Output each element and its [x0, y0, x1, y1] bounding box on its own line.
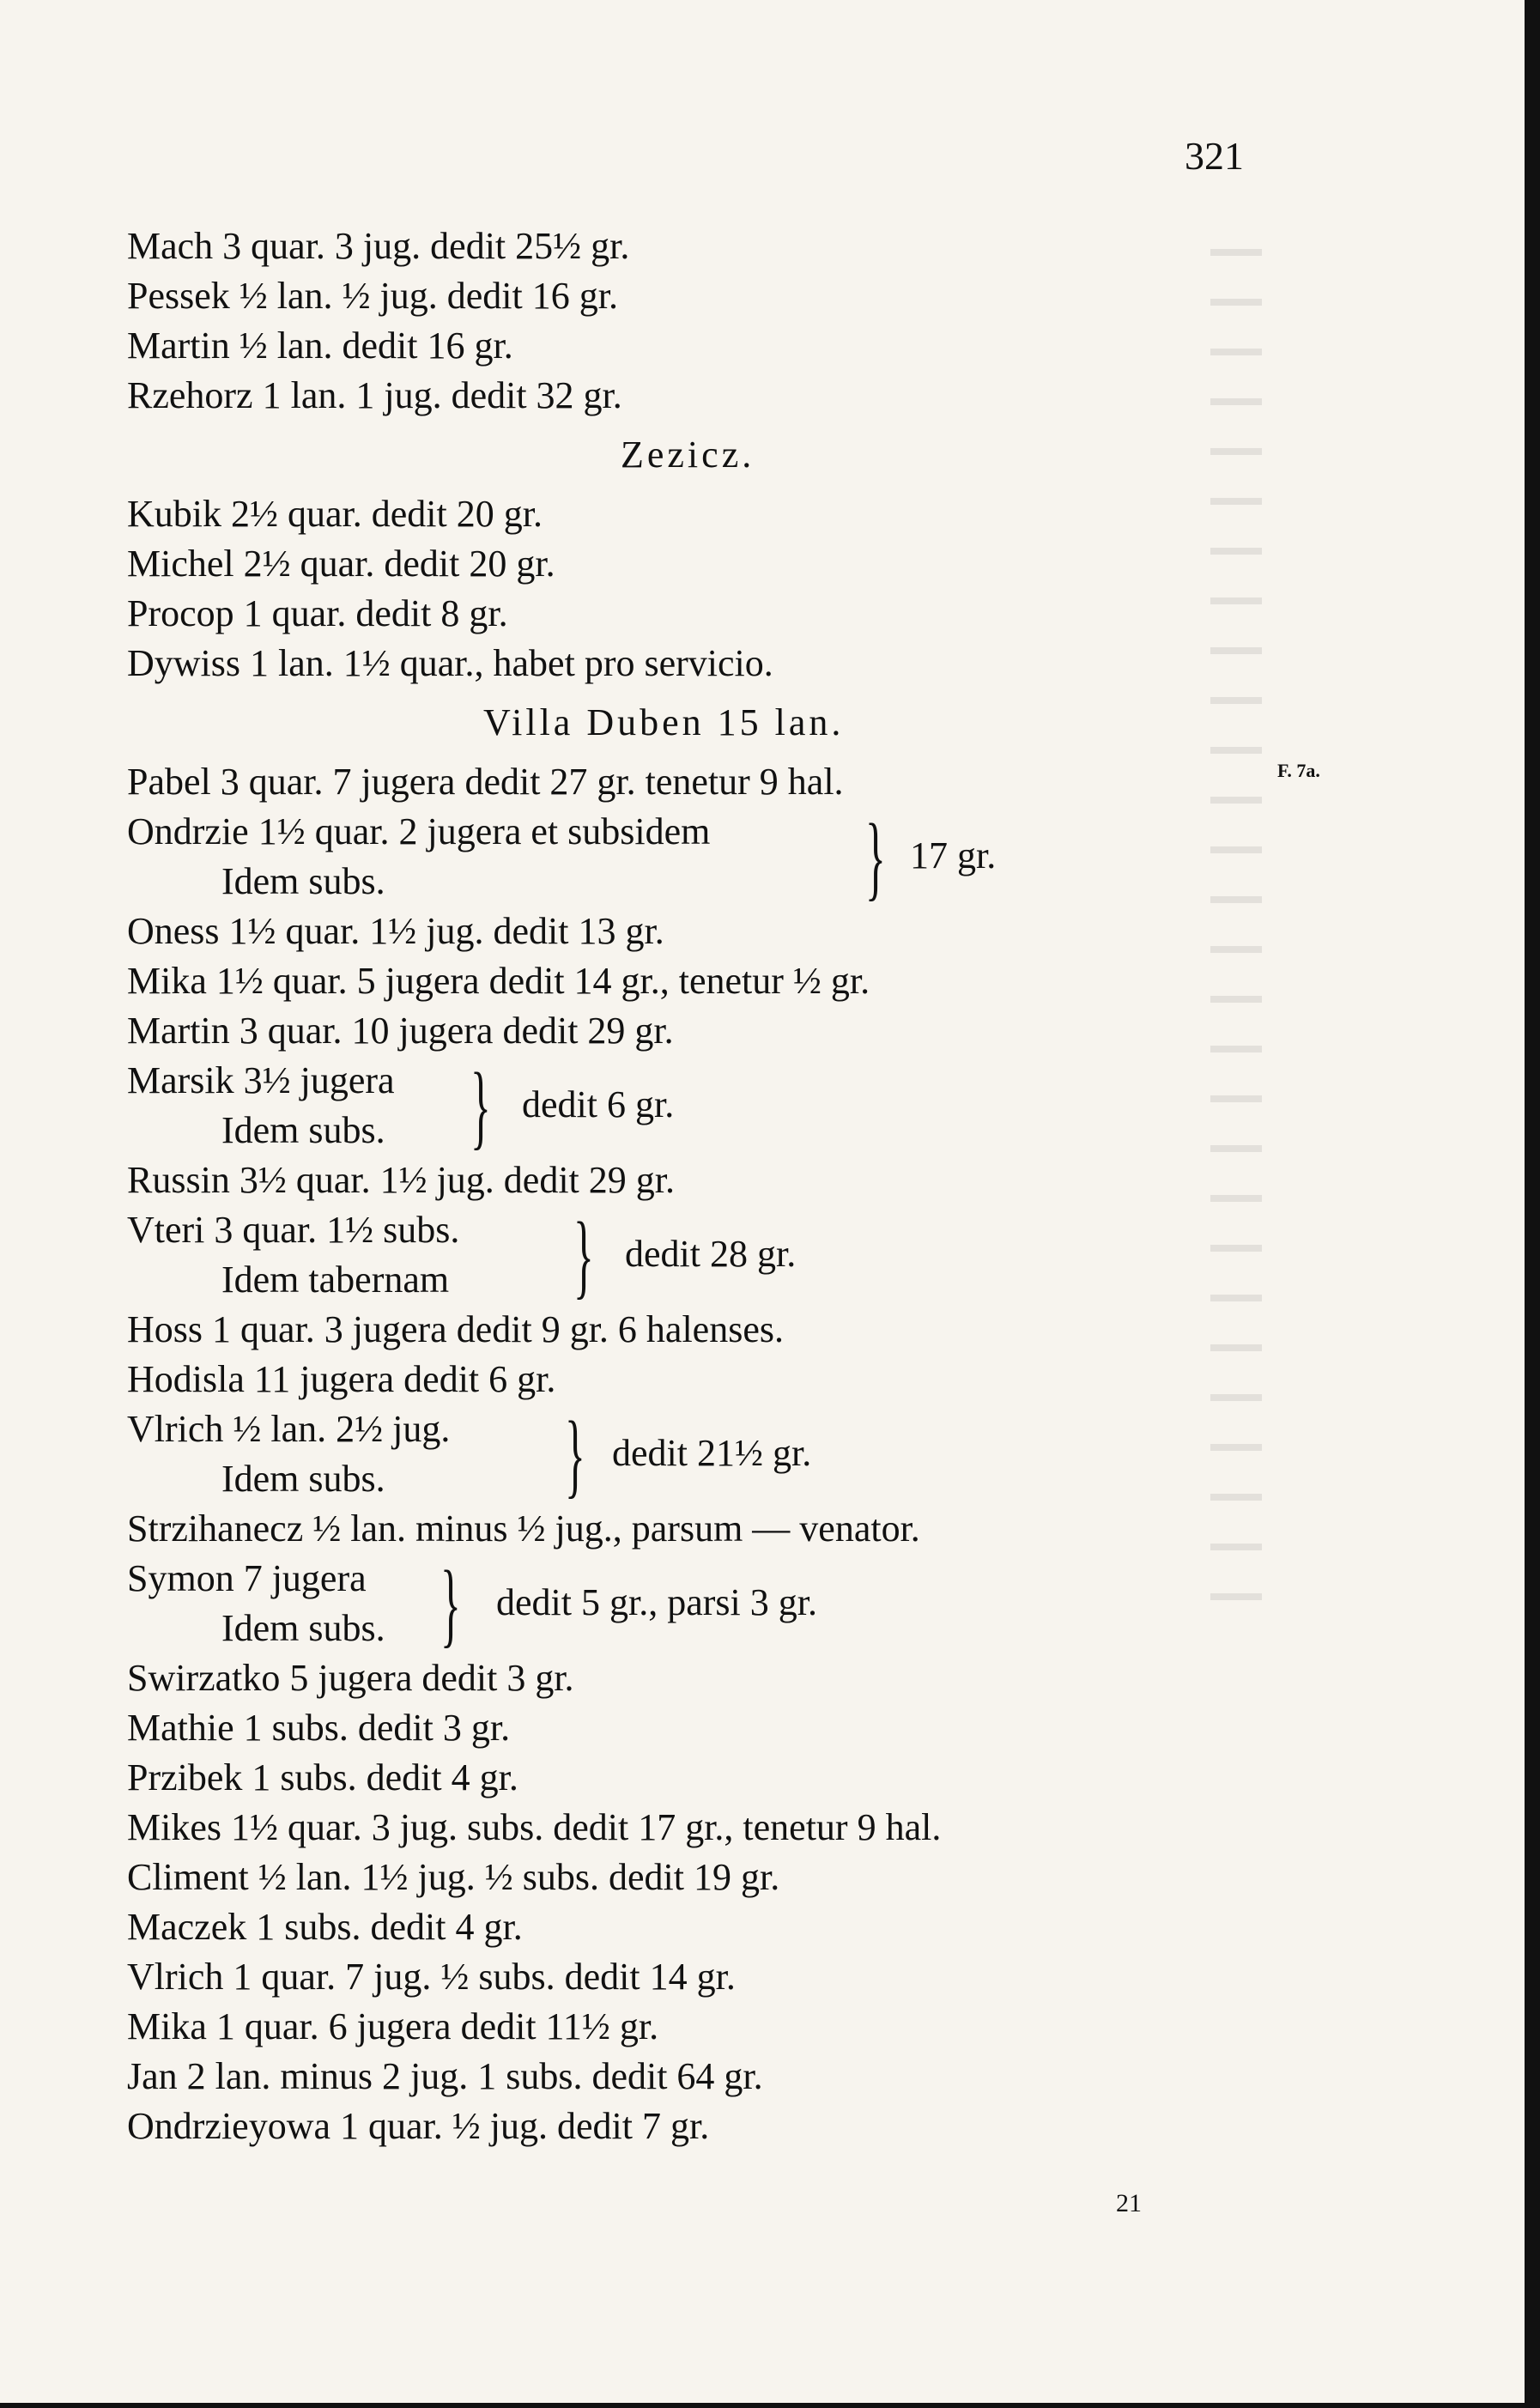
entry-line: Pabel 3 quar. 7 jugera dedit 27 gr. tenetur 9 hal.	[127, 761, 844, 803]
entry-line: Jan 2 lan. minus 2 jug. 1 subs. dedit 64 gr.	[127, 2055, 763, 2097]
entry-line: Przibek 1 subs. dedit 4 gr.	[127, 1756, 518, 1798]
entry-line: Maczek 1 subs. dedit 4 gr.	[127, 1906, 523, 1948]
entry-block-1	[127, 221, 1243, 421]
entry-line: Swirzatko 5 jugera dedit 3 gr.	[127, 1657, 574, 1699]
entry-line: Mika 1 quar. 6 jugera dedit 11½ gr.	[127, 2005, 659, 2047]
entry-line: Michel 2½ quar. dedit 20 gr.	[127, 543, 555, 585]
entry-block-3	[127, 907, 1243, 1056]
bracketed-entry-vlrich	[127, 1402, 1243, 1507]
entry-line: Ondrzieyowa 1 quar. ½ jug. dedit 7 gr.	[127, 2105, 710, 2147]
entry-line: Martin 3 quar. 10 jugera dedit 29 gr.	[127, 1010, 674, 1052]
page-number: 321	[1185, 134, 1244, 178]
entry-subline: Idem subs.	[221, 1109, 385, 1151]
bracketed-entry-symon	[127, 1551, 1243, 1656]
entry-line: Rzehorz 1 lan. 1 jug. dedit 32 gr.	[127, 374, 622, 416]
bracket-value: 17 gr.	[910, 834, 997, 876]
bracketed-entry-marsik	[127, 1053, 1243, 1158]
bracketed-entry-vteri	[127, 1205, 1243, 1305]
entry-line: Mathie 1 subs. dedit 3 gr.	[127, 1707, 511, 1749]
entry-line: Vteri 3 quar. 1½ subs.	[127, 1209, 460, 1251]
entry-line: Mach 3 quar. 3 jug. dedit 25½ gr.	[127, 225, 630, 267]
entry-subline: Idem tabernam	[221, 1259, 450, 1301]
entry-line: Vlrich 1 quar. 7 jug. ½ subs. dedit 14 gr.	[127, 1956, 736, 1998]
bracket-value: dedit 28 gr.	[625, 1233, 797, 1275]
entry-line: Symon 7 jugera	[127, 1557, 367, 1599]
folio-margin-note: F. 7a.	[1277, 760, 1320, 781]
entry-line: Marsik 3½ jugera	[127, 1059, 395, 1101]
bracket-value: dedit 21½ gr.	[612, 1432, 812, 1474]
entry-subline: Idem subs.	[221, 1458, 385, 1500]
signature-number: 21	[1116, 2189, 1142, 2217]
entry-line: Ondrzie 1½ quar. 2 jugera et subsidem	[127, 810, 711, 852]
curly-brace-icon: }	[565, 1402, 585, 1507]
section-heading-villa-duben: Villa Duben 15 lan.	[483, 701, 845, 743]
curly-brace-icon: }	[865, 804, 886, 909]
entry-subline: Idem subs.	[221, 860, 385, 902]
entry-line: Climent ½ lan. 1½ jug. ½ subs. dedit 19 gr.	[127, 1856, 780, 1898]
entry-block-5	[127, 1653, 1243, 2151]
entry-block-4	[127, 1305, 1243, 1404]
entry-line: Mika 1½ quar. 5 jugera dedit 14 gr., tenetur ½ gr.	[127, 960, 870, 1002]
bracket-value: dedit 6 gr.	[522, 1083, 675, 1125]
section-heading-zezicz: Zezicz.	[621, 434, 755, 476]
document-body	[127, 221, 1243, 2151]
curly-brace-icon: }	[470, 1053, 491, 1158]
entry-line: Dywiss 1 lan. 1½ quar., habet pro servicio.	[127, 642, 773, 684]
bracketed-entry-ondrzie	[127, 804, 1243, 909]
curly-brace-icon: }	[573, 1203, 594, 1307]
entry-line: Mikes 1½ quar. 3 jug. subs. dedit 17 gr., tenetur 9 hal.	[127, 1806, 942, 1848]
entry-line: Russin 3½ quar. 1½ jug. dedit 29 gr.	[127, 1159, 675, 1201]
entry-line: Oness 1½ quar. 1½ jug. dedit 13 gr.	[127, 910, 664, 952]
entry-block-2	[127, 489, 1243, 688]
bracket-value: dedit 5 gr., parsi 3 gr.	[496, 1581, 817, 1623]
entry-subline: Idem subs.	[221, 1607, 385, 1649]
entry-line: Hoss 1 quar. 3 jugera dedit 9 gr. 6 halenses.	[127, 1308, 784, 1350]
curly-brace-icon: }	[440, 1551, 461, 1656]
entry-line: Martin ½ lan. dedit 16 gr.	[127, 325, 513, 367]
entry-line: Kubik 2½ quar. dedit 20 gr.	[127, 493, 543, 535]
entry-line: Procop 1 quar. dedit 8 gr.	[127, 592, 508, 634]
entry-line: Vlrich ½ lan. 2½ jug.	[127, 1408, 451, 1450]
entry-line: Strzihanecz ½ lan. minus ½ jug., parsum — venator.	[127, 1507, 920, 1550]
entry-line: Hodisla 11 jugera dedit 6 gr.	[127, 1358, 556, 1400]
entry-line: Pessek ½ lan. ½ jug. dedit 16 gr.	[127, 275, 618, 317]
